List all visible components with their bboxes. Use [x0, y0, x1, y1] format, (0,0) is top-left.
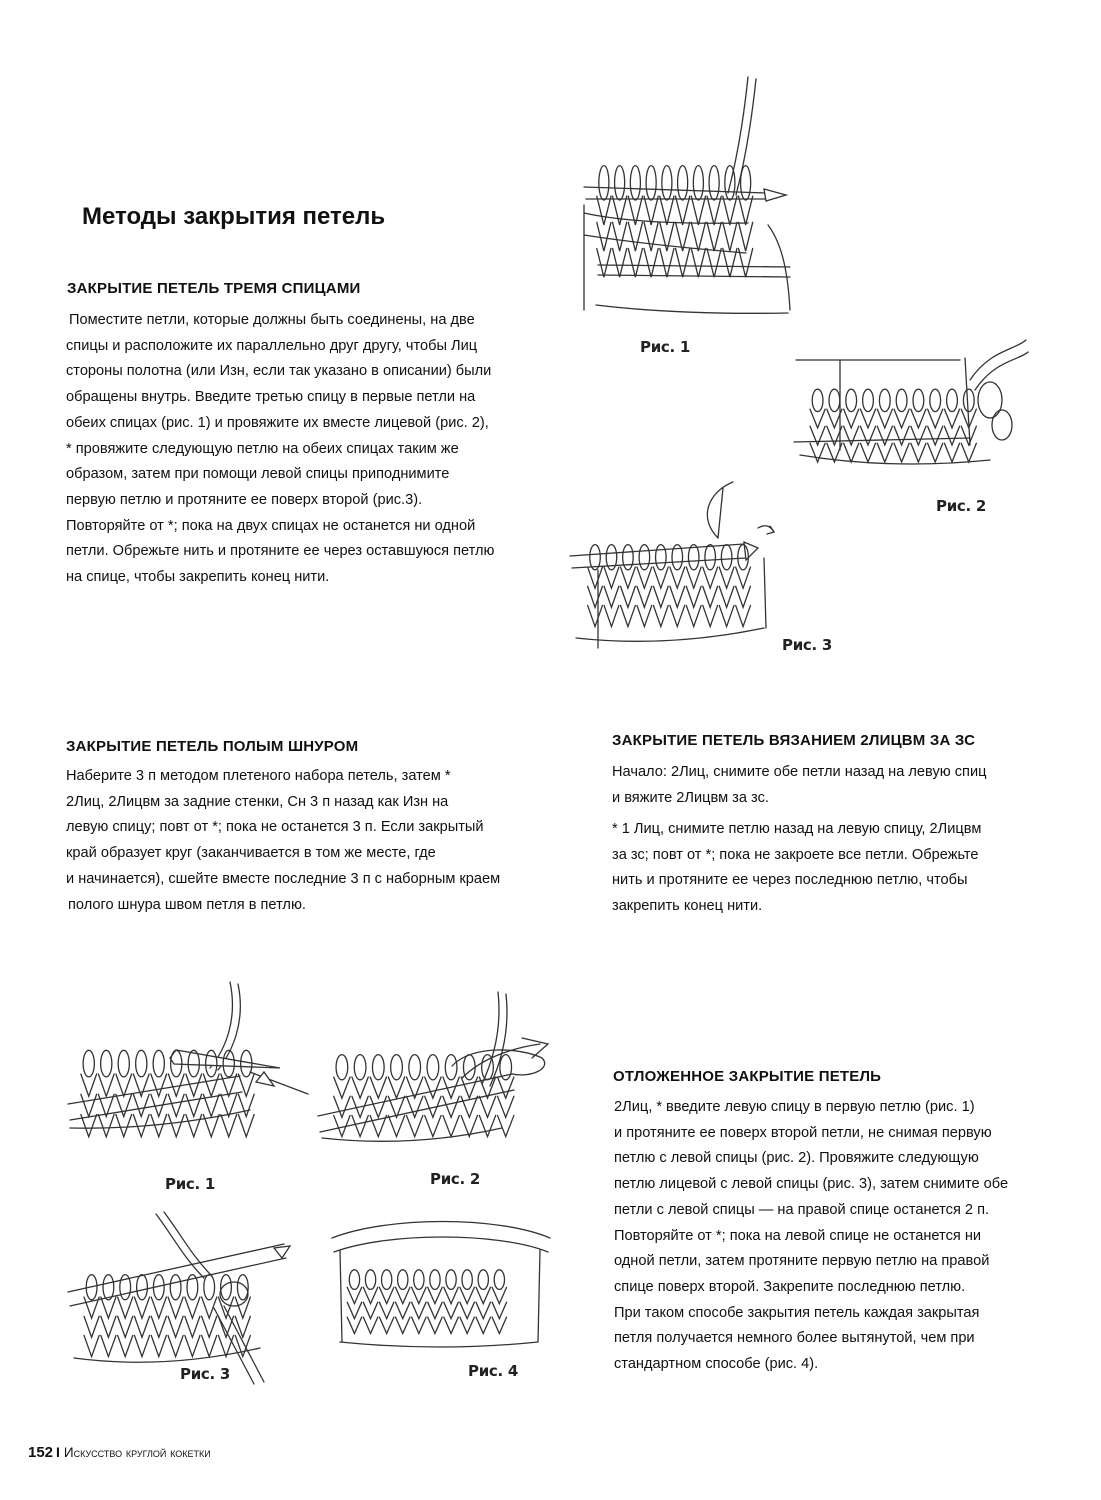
- text-line: край образует круг (заканчивается в том же месте, где: [66, 845, 436, 862]
- text-line: образом, затем при помощи левой спицы приподнимите: [66, 466, 450, 483]
- section-body-delayed: [614, 1095, 1008, 1378]
- text-line: петли с левой спицы — на правой спице останется 2 п.: [614, 1201, 990, 1218]
- text-line: и протяните ее поверх второй петли, не снимая первую: [614, 1124, 992, 1141]
- section-heading-icord: ЗАКРЫТИЕ ПЕТЕЛЬ ПОЛЫМ ШНУРОМ: [66, 738, 359, 755]
- section-body-k2tog-a: [612, 760, 986, 811]
- text-line: нить и протяните ее через последнюю петлю, чтобы: [612, 872, 968, 889]
- text-line: петли. Обрежьте нить и протяните ее через оставшуюся петлю: [66, 543, 495, 560]
- text-line: стандартном способе (рис. 4).: [614, 1356, 819, 1373]
- text-line: петлю с левой спицы (рис. 2). Провяжите следующую: [614, 1150, 979, 1167]
- illustration-delayed-fig1: [60, 980, 310, 1170]
- footer-separator: I: [56, 1444, 60, 1460]
- illustration-three-needle-fig1: [578, 75, 803, 320]
- text-line: на спице, чтобы закрепить конец нити.: [66, 569, 330, 586]
- text-line: закрепить конец нити.: [612, 898, 763, 915]
- text-line: При таком способе закрытия петель каждая закрытая: [614, 1304, 980, 1321]
- page-number: 152: [28, 1444, 54, 1461]
- section-body-icord: [66, 764, 500, 918]
- section-body-k2tog-b: [612, 817, 981, 920]
- text-line: петля получается немного более вытянутой, чем при: [614, 1330, 975, 1347]
- figure-caption: Рис. 1: [165, 1175, 215, 1193]
- section-heading-k2tog: ЗАКРЫТИЕ ПЕТЕЛЬ ВЯЗАНИЕМ 2ЛИЦВМ ЗА ЗС: [612, 732, 976, 749]
- figure-caption: Рис. 3: [180, 1365, 230, 1383]
- illustration-delayed-fig2: [312, 988, 572, 1168]
- book-title: Искусство круглой кокетки: [63, 1445, 211, 1460]
- figure-caption: Рис. 3: [782, 636, 832, 654]
- illustration-three-needle-fig2: [790, 330, 1030, 490]
- text-line: 2Лиц, * введите левую спицу в первую петлю (рис. 1): [614, 1099, 975, 1115]
- text-line: обращены внутрь. Введите третью спицу в первые петли на: [66, 389, 476, 406]
- text-line: Наберите 3 п методом плетеного набора петель, затем *: [66, 768, 451, 784]
- text-line: полого шнура швом петля в петлю.: [68, 896, 306, 913]
- text-line: обеих спицах (рис. 1) и провяжите их вместе лицевой (рис. 2),: [66, 414, 489, 431]
- text-line: стороны полотна (или Изн, если так указано в описании) были: [66, 363, 492, 380]
- text-line: за зс; повт от *; пока не закроете все петли. Обрежьте: [612, 846, 979, 863]
- page-footer: [28, 1444, 211, 1461]
- text-line: спице поверх второй. Закрепите последнюю петлю.: [614, 1278, 966, 1295]
- illustration-three-needle-fig3: [568, 478, 803, 658]
- text-line: Повторяйте от *; пока на левой спице не останется ни: [614, 1227, 982, 1244]
- illustration-delayed-fig4: [328, 1218, 558, 1358]
- figure-caption: Рис. 1: [640, 338, 690, 356]
- illustration-delayed-fig3: [64, 1208, 304, 1388]
- text-line: Повторяйте от *; пока на двух спицах не останется ни одной: [66, 517, 476, 534]
- section-heading-three-needle: ЗАКРЫТИЕ ПЕТЕЛЬ ТРЕМЯ СПИЦАМИ: [67, 280, 361, 297]
- text-line: левую спицу; повт от *; пока не останется 3 п. Если закрытый: [66, 819, 484, 836]
- page-title: Методы закрытия петель: [82, 203, 386, 230]
- figure-caption: Рис. 4: [468, 1362, 518, 1380]
- figure-caption: Рис. 2: [430, 1170, 480, 1188]
- text-line: петлю лицевой с левой спицы (рис. 3), затем снимите обе: [614, 1176, 1009, 1193]
- text-line: и начинается), сшейте вместе последние 3 п с наборным краем: [66, 870, 501, 887]
- text-line: первую петлю и протяните ее поверх второй (рис.3).: [66, 491, 423, 508]
- text-line: Поместите петли, которые должны быть соединены, на две: [69, 312, 475, 328]
- text-line: * провяжите следующую петлю на обеих спицах таким же: [66, 440, 459, 457]
- section-body-three-needle: [66, 308, 494, 591]
- text-line: спицы и расположите их параллельно друг другу, чтобы Лиц: [66, 337, 478, 354]
- text-line: * 1 Лиц, снимите петлю назад на левую спицу, 2Лицвм: [612, 821, 982, 837]
- figure-caption: Рис. 2: [936, 497, 986, 515]
- text-line: Начало: 2Лиц, снимите обе петли назад на левую спиц: [612, 764, 987, 780]
- text-line: и вяжите 2Лицвм за зс.: [612, 789, 769, 806]
- section-heading-delayed: ОТЛОЖЕННОЕ ЗАКРЫТИЕ ПЕТЕЛЬ: [613, 1068, 882, 1085]
- text-line: 2Лиц, 2Лицвм за задние стенки, Сн 3 п назад как Изн на: [66, 793, 449, 810]
- text-line: одной петли, затем протяните первую петлю на правой: [614, 1253, 990, 1270]
